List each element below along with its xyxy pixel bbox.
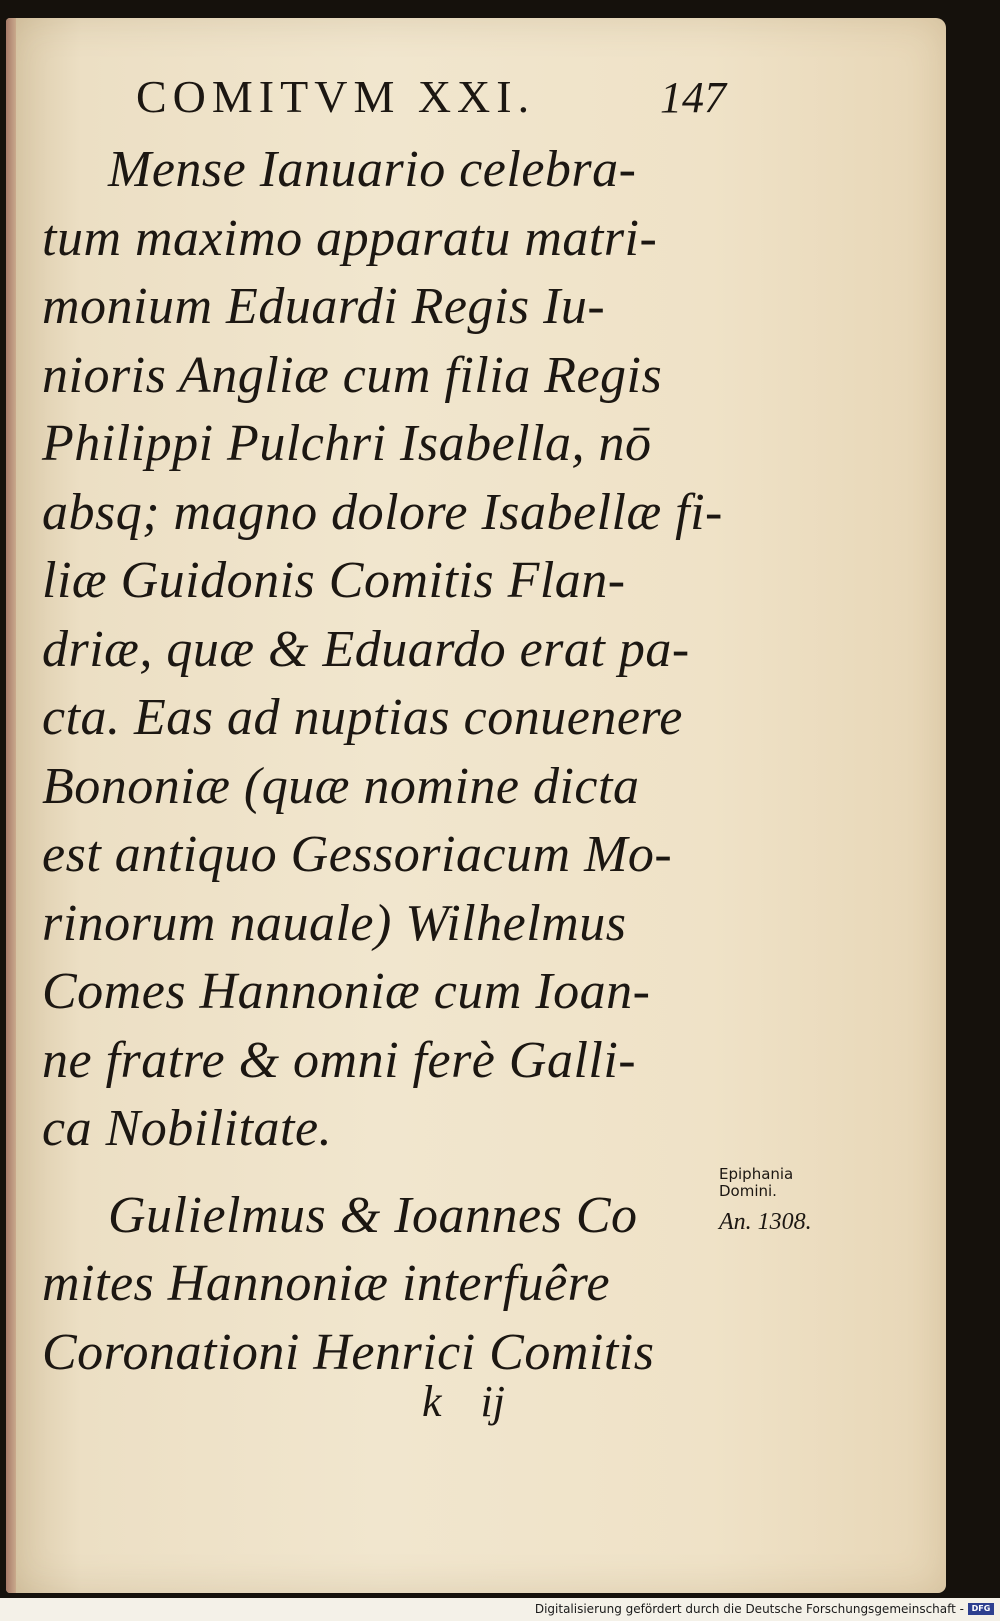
footer-credit: Digitalisierung gefördert durch die Deutsche Forschungsgemeinschaft - bbox=[534, 1602, 964, 1616]
text-line: liæ Guidonis Comitis Flan- bbox=[42, 552, 626, 609]
text-line: absq; magno dolore Isabellæ fi- bbox=[42, 483, 723, 541]
dfg-logo-icon: DFG bbox=[968, 1603, 994, 1615]
text-line: Gulielmus & Ioannes Co bbox=[108, 1186, 638, 1244]
page-edge bbox=[6, 18, 16, 1593]
book-page bbox=[6, 18, 946, 1593]
running-header bbox=[136, 70, 726, 130]
margin-note-year: An. 1308. bbox=[719, 1209, 812, 1235]
text-line: mites Hannoniæ interfuêre bbox=[42, 1255, 611, 1312]
text-line: rinorum nauale) Wilhelmus bbox=[42, 894, 627, 952]
signature-mark: k ij bbox=[422, 1377, 505, 1426]
text-line: Bononiæ (quæ nomine dicta bbox=[42, 757, 640, 815]
text-line: est antiquo Gessoriacum Mo- bbox=[42, 826, 673, 883]
running-title: COMITVM XXI. bbox=[136, 71, 536, 122]
text-line: nioris Angliæ cum filia Regis bbox=[42, 346, 663, 404]
text-line: ca Nobilitate. bbox=[42, 1100, 333, 1157]
text-line: Mense Ianuario celebra- bbox=[108, 141, 637, 198]
page-number: 147 bbox=[660, 73, 726, 122]
paragraph-gap bbox=[42, 1164, 722, 1182]
text-line: driæ, quæ & Eduardo erat pa- bbox=[42, 620, 690, 678]
margin-note-line: Domini. bbox=[719, 1182, 777, 1200]
text-line: Coronationi Henrici Comitis bbox=[42, 1323, 655, 1381]
text-line: ne fratre & omni ferè Galli- bbox=[42, 1031, 637, 1089]
margin-note-line: Epiphania bbox=[719, 1165, 794, 1183]
text-line: Philippi Pulchri Isabella, nō bbox=[42, 415, 652, 472]
text-line: cta. Eas ad nuptias conuenere bbox=[42, 689, 683, 746]
text-line: monium Eduardi Regis Iu- bbox=[42, 278, 606, 335]
margin-note bbox=[719, 1166, 869, 1236]
footer-bar bbox=[0, 1598, 1000, 1621]
text-line: tum maximo apparatu matri- bbox=[42, 209, 658, 267]
text-line: Comes Hannoniæ cum Ioan- bbox=[42, 963, 651, 1020]
body-text bbox=[42, 136, 722, 1387]
